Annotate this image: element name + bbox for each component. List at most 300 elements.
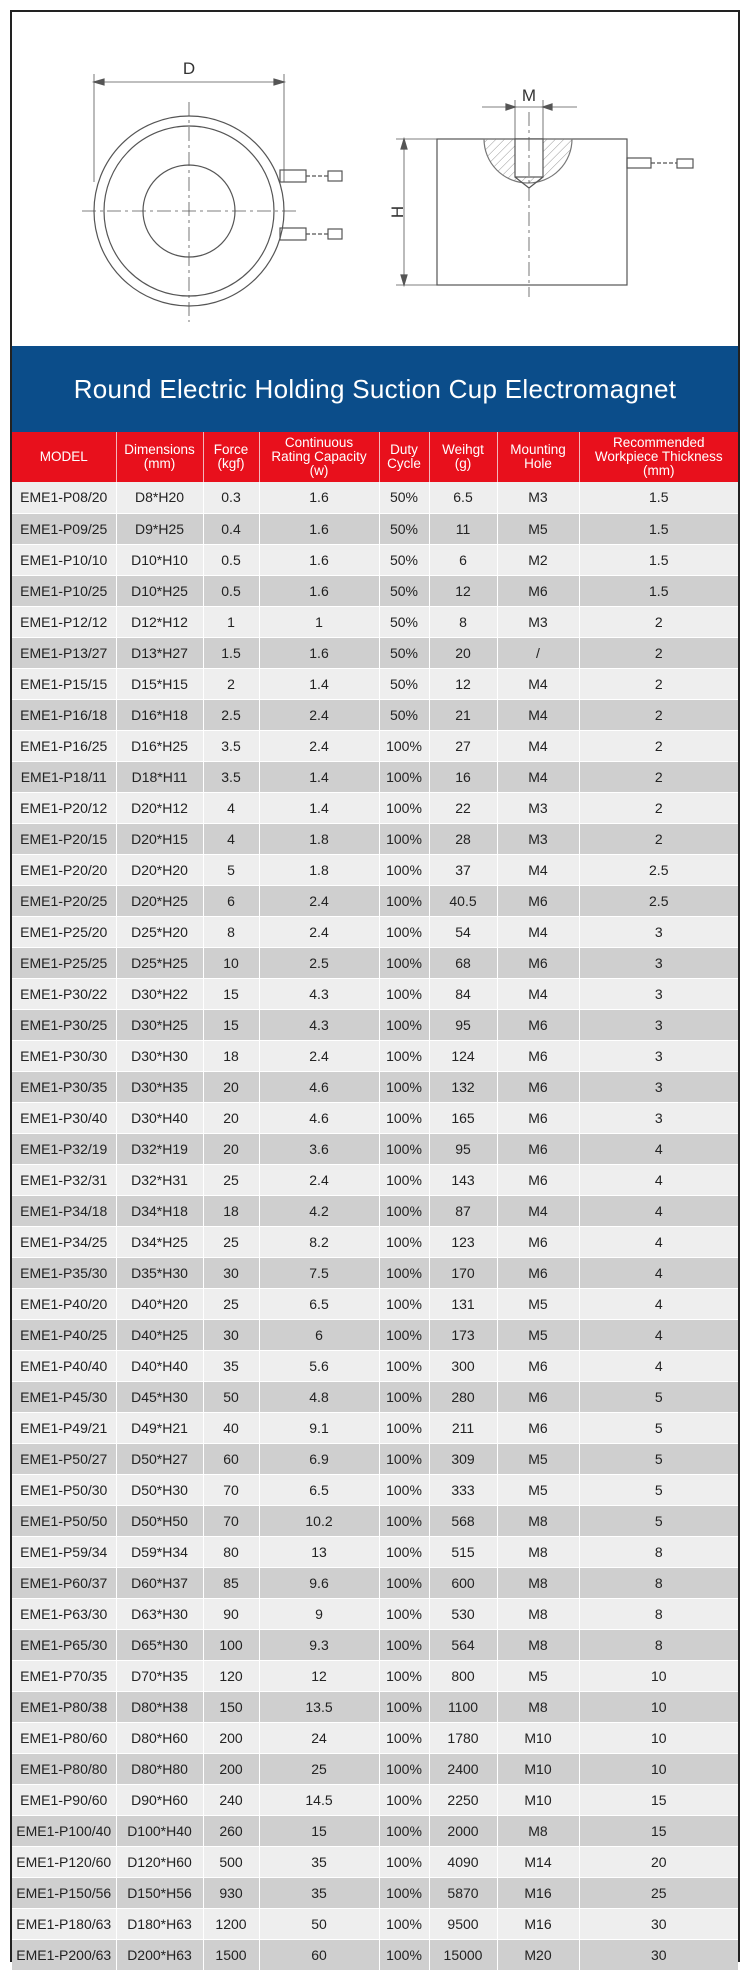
cell-model: EME1-P45/30 <box>12 1381 116 1412</box>
cell-weight: 132 <box>429 1071 497 1102</box>
table-row <box>12 1288 738 1319</box>
table-row <box>12 482 738 513</box>
cell-duty-cycle: 100% <box>379 1505 429 1536</box>
cell-dimensions: D65*H30 <box>116 1629 203 1660</box>
cell-dimensions: D60*H37 <box>116 1567 203 1598</box>
cell-mounting-hole: M6 <box>497 947 579 978</box>
cell-workpiece-thickness: 1.5 <box>579 513 738 544</box>
cell-rating-capacity: 14.5 <box>259 1784 379 1815</box>
cell-duty-cycle: 100% <box>379 1040 429 1071</box>
cell-model: EME1-P59/34 <box>12 1536 116 1567</box>
cell-mounting-hole: M2 <box>497 544 579 575</box>
cell-workpiece-thickness: 4 <box>579 1257 738 1288</box>
cell-model: EME1-P120/60 <box>12 1846 116 1877</box>
title-banner <box>12 346 738 432</box>
column-header-mounting-hole <box>497 432 579 482</box>
cell-weight: 2400 <box>429 1753 497 1784</box>
cell-duty-cycle: 100% <box>379 1753 429 1784</box>
header-line: Hole <box>524 456 552 471</box>
spec-table <box>12 432 738 1971</box>
column-header-dimensions <box>116 432 203 482</box>
cell-rating-capacity: 9 <box>259 1598 379 1629</box>
cell-rating-capacity: 1 <box>259 606 379 637</box>
cell-duty-cycle: 50% <box>379 482 429 513</box>
table-row <box>12 1195 738 1226</box>
cell-rating-capacity: 12 <box>259 1660 379 1691</box>
cell-force: 0.3 <box>203 482 259 513</box>
header-line: Workpiece Thickness <box>594 449 723 464</box>
cell-dimensions: D30*H22 <box>116 978 203 1009</box>
header-line: Recommended <box>612 435 705 450</box>
cell-duty-cycle: 50% <box>379 575 429 606</box>
cell-weight: 124 <box>429 1040 497 1071</box>
cell-force: 25 <box>203 1288 259 1319</box>
cell-force: 0.4 <box>203 513 259 544</box>
cell-model: EME1-P63/30 <box>12 1598 116 1629</box>
cell-workpiece-thickness: 3 <box>579 947 738 978</box>
table-row <box>12 1319 738 1350</box>
cell-dimensions: D35*H30 <box>116 1257 203 1288</box>
table-row <box>12 1381 738 1412</box>
header-line: Rating Capacity <box>271 449 367 464</box>
cell-dimensions: D30*H25 <box>116 1009 203 1040</box>
cell-dimensions: D180*H63 <box>116 1908 203 1939</box>
cell-workpiece-thickness: 8 <box>579 1598 738 1629</box>
cell-model: EME1-P09/25 <box>12 513 116 544</box>
table-body <box>12 482 738 1970</box>
cell-mounting-hole: M5 <box>497 1660 579 1691</box>
cell-weight: 40.5 <box>429 885 497 916</box>
cell-weight: 16 <box>429 761 497 792</box>
cell-model: EME1-P12/12 <box>12 606 116 637</box>
cell-model: EME1-P32/31 <box>12 1164 116 1195</box>
table-row <box>12 1474 738 1505</box>
cell-mounting-hole: M4 <box>497 978 579 1009</box>
cell-mounting-hole: M6 <box>497 1381 579 1412</box>
cell-dimensions: D30*H35 <box>116 1071 203 1102</box>
header-line: Force <box>213 442 249 457</box>
cell-dimensions: D40*H25 <box>116 1319 203 1350</box>
cell-model: EME1-P15/15 <box>12 668 116 699</box>
cell-workpiece-thickness: 5 <box>579 1412 738 1443</box>
table-row <box>12 1071 738 1102</box>
cell-dimensions: D49*H21 <box>116 1412 203 1443</box>
cell-workpiece-thickness: 3 <box>579 916 738 947</box>
cell-workpiece-thickness: 4 <box>579 1288 738 1319</box>
cell-mounting-hole: M6 <box>497 1040 579 1071</box>
cell-workpiece-thickness: 4 <box>579 1133 738 1164</box>
table-row <box>12 637 738 668</box>
cell-mounting-hole: M8 <box>497 1505 579 1536</box>
cell-mounting-hole: M6 <box>497 1102 579 1133</box>
cell-mounting-hole: M8 <box>497 1629 579 1660</box>
spec-sheet <box>10 10 740 1962</box>
cell-rating-capacity: 6.5 <box>259 1474 379 1505</box>
cell-dimensions: D9*H25 <box>116 513 203 544</box>
cell-force: 1.5 <box>203 637 259 668</box>
cell-model: EME1-P80/60 <box>12 1722 116 1753</box>
cell-force: 500 <box>203 1846 259 1877</box>
cell-workpiece-thickness: 1.5 <box>579 575 738 606</box>
cell-dimensions: D30*H40 <box>116 1102 203 1133</box>
table-row <box>12 1164 738 1195</box>
cell-workpiece-thickness: 2 <box>579 823 738 854</box>
cell-duty-cycle: 100% <box>379 1319 429 1350</box>
cell-weight: 54 <box>429 916 497 947</box>
cell-workpiece-thickness: 4 <box>579 1164 738 1195</box>
cell-force: 70 <box>203 1474 259 1505</box>
cell-rating-capacity: 2.4 <box>259 1040 379 1071</box>
cell-weight: 530 <box>429 1598 497 1629</box>
cell-mounting-hole: M5 <box>497 1288 579 1319</box>
cell-rating-capacity: 1.4 <box>259 792 379 823</box>
cell-weight: 515 <box>429 1536 497 1567</box>
cell-weight: 800 <box>429 1660 497 1691</box>
cell-weight: 37 <box>429 854 497 885</box>
cell-duty-cycle: 100% <box>379 1102 429 1133</box>
cell-model: EME1-P10/10 <box>12 544 116 575</box>
cell-rating-capacity: 2.4 <box>259 730 379 761</box>
cell-model: EME1-P30/35 <box>12 1071 116 1102</box>
cell-mounting-hole: M3 <box>497 606 579 637</box>
table-row <box>12 761 738 792</box>
cell-weight: 309 <box>429 1443 497 1474</box>
cell-workpiece-thickness: 3 <box>579 1071 738 1102</box>
cell-weight: 20 <box>429 637 497 668</box>
cell-model: EME1-P50/27 <box>12 1443 116 1474</box>
table-row <box>12 1102 738 1133</box>
cell-model: EME1-P13/27 <box>12 637 116 668</box>
cell-dimensions: D13*H27 <box>116 637 203 668</box>
cell-rating-capacity: 5.6 <box>259 1350 379 1381</box>
cell-force: 40 <box>203 1412 259 1443</box>
table-row <box>12 1846 738 1877</box>
cell-rating-capacity: 2.4 <box>259 916 379 947</box>
cell-dimensions: D34*H25 <box>116 1226 203 1257</box>
cell-weight: 68 <box>429 947 497 978</box>
cell-model: EME1-P90/60 <box>12 1784 116 1815</box>
column-header-rating-capacity <box>259 432 379 482</box>
header-line: Duty <box>390 442 418 457</box>
cell-rating-capacity: 50 <box>259 1908 379 1939</box>
cell-dimensions: D15*H15 <box>116 668 203 699</box>
header-line: (w) <box>309 463 329 478</box>
table-row <box>12 978 738 1009</box>
cell-duty-cycle: 100% <box>379 792 429 823</box>
cell-weight: 95 <box>429 1133 497 1164</box>
cell-mounting-hole: M4 <box>497 854 579 885</box>
cell-model: EME1-P100/40 <box>12 1815 116 1846</box>
cell-weight: 1780 <box>429 1722 497 1753</box>
cell-weight: 170 <box>429 1257 497 1288</box>
cell-mounting-hole: M16 <box>497 1877 579 1908</box>
cell-weight: 165 <box>429 1102 497 1133</box>
cell-weight: 568 <box>429 1505 497 1536</box>
cell-force: 15 <box>203 1009 259 1040</box>
cell-dimensions: D32*H19 <box>116 1133 203 1164</box>
cell-workpiece-thickness: 8 <box>579 1629 738 1660</box>
cell-weight: 87 <box>429 1195 497 1226</box>
cell-duty-cycle: 100% <box>379 1288 429 1319</box>
cell-duty-cycle: 100% <box>379 1939 429 1970</box>
cell-force: 90 <box>203 1598 259 1629</box>
cell-duty-cycle: 100% <box>379 1195 429 1226</box>
table-row <box>12 1443 738 1474</box>
cell-workpiece-thickness: 2 <box>579 606 738 637</box>
cell-model: EME1-P32/19 <box>12 1133 116 1164</box>
cell-dimensions: D50*H30 <box>116 1474 203 1505</box>
cell-workpiece-thickness: 5 <box>579 1381 738 1412</box>
cell-force: 20 <box>203 1102 259 1133</box>
cell-force: 30 <box>203 1257 259 1288</box>
cell-rating-capacity: 35 <box>259 1846 379 1877</box>
cell-weight: 123 <box>429 1226 497 1257</box>
cell-duty-cycle: 100% <box>379 1598 429 1629</box>
cell-rating-capacity: 10.2 <box>259 1505 379 1536</box>
cell-model: EME1-P49/21 <box>12 1412 116 1443</box>
cell-dimensions: D63*H30 <box>116 1598 203 1629</box>
cell-dimensions: D10*H25 <box>116 575 203 606</box>
cell-rating-capacity: 4.2 <box>259 1195 379 1226</box>
cell-mounting-hole: M6 <box>497 1412 579 1443</box>
cell-dimensions: D50*H50 <box>116 1505 203 1536</box>
cell-mounting-hole: M5 <box>497 513 579 544</box>
table-row <box>12 1350 738 1381</box>
cell-duty-cycle: 100% <box>379 1381 429 1412</box>
cell-force: 25 <box>203 1164 259 1195</box>
cell-workpiece-thickness: 2 <box>579 730 738 761</box>
cell-duty-cycle: 100% <box>379 1536 429 1567</box>
table-row <box>12 1629 738 1660</box>
cell-mounting-hole: M8 <box>497 1598 579 1629</box>
cell-model: EME1-P18/11 <box>12 761 116 792</box>
drawing-svg <box>12 12 738 342</box>
cell-rating-capacity: 3.6 <box>259 1133 379 1164</box>
cell-model: EME1-P180/63 <box>12 1908 116 1939</box>
cell-rating-capacity: 4.6 <box>259 1071 379 1102</box>
cell-duty-cycle: 100% <box>379 1350 429 1381</box>
cell-dimensions: D120*H60 <box>116 1846 203 1877</box>
cell-model: EME1-P20/20 <box>12 854 116 885</box>
cell-dimensions: D20*H25 <box>116 885 203 916</box>
table-row <box>12 668 738 699</box>
table-row <box>12 1567 738 1598</box>
cell-mounting-hole: M6 <box>497 1133 579 1164</box>
cell-force: 1 <box>203 606 259 637</box>
table-row <box>12 1598 738 1629</box>
cell-model: EME1-P25/20 <box>12 916 116 947</box>
header-line: (mm) <box>143 456 176 471</box>
cell-rating-capacity: 4.6 <box>259 1102 379 1133</box>
cell-dimensions: D20*H12 <box>116 792 203 823</box>
cell-dimensions: D80*H38 <box>116 1691 203 1722</box>
cell-duty-cycle: 100% <box>379 885 429 916</box>
header-line: Cycle <box>387 456 421 471</box>
cell-workpiece-thickness: 2 <box>579 792 738 823</box>
cell-force: 200 <box>203 1722 259 1753</box>
cell-mounting-hole: M3 <box>497 482 579 513</box>
cell-duty-cycle: 100% <box>379 730 429 761</box>
cell-force: 20 <box>203 1133 259 1164</box>
cell-force: 30 <box>203 1319 259 1350</box>
cell-mounting-hole: M4 <box>497 1195 579 1226</box>
cell-model: EME1-P150/56 <box>12 1877 116 1908</box>
table-row <box>12 1815 738 1846</box>
cell-mounting-hole: M4 <box>497 699 579 730</box>
cell-dimensions: D20*H15 <box>116 823 203 854</box>
cell-model: EME1-P200/63 <box>12 1939 116 1970</box>
cell-weight: 2000 <box>429 1815 497 1846</box>
cell-weight: 84 <box>429 978 497 1009</box>
cell-duty-cycle: 100% <box>379 1660 429 1691</box>
cell-duty-cycle: 50% <box>379 668 429 699</box>
cell-model: EME1-P80/38 <box>12 1691 116 1722</box>
cell-force: 0.5 <box>203 575 259 606</box>
cell-weight: 22 <box>429 792 497 823</box>
table-row <box>12 1133 738 1164</box>
cell-workpiece-thickness: 2.5 <box>579 854 738 885</box>
table-row <box>12 1257 738 1288</box>
cell-force: 35 <box>203 1350 259 1381</box>
cell-mounting-hole: M14 <box>497 1846 579 1877</box>
cell-force: 240 <box>203 1784 259 1815</box>
cell-weight: 27 <box>429 730 497 761</box>
cell-duty-cycle: 100% <box>379 1722 429 1753</box>
top-view <box>82 74 342 322</box>
table-row <box>12 792 738 823</box>
cell-weight: 4090 <box>429 1846 497 1877</box>
cell-workpiece-thickness: 5 <box>579 1443 738 1474</box>
cell-workpiece-thickness: 2 <box>579 761 738 792</box>
cell-rating-capacity: 1.4 <box>259 761 379 792</box>
cell-mounting-hole: M6 <box>497 575 579 606</box>
cell-rating-capacity: 2.4 <box>259 1164 379 1195</box>
cell-weight: 12 <box>429 668 497 699</box>
page-title: Round Electric Holding Suction Cup Electromagnet <box>73 373 677 404</box>
cell-force: 1200 <box>203 1908 259 1939</box>
cell-force: 3.5 <box>203 761 259 792</box>
table-row <box>12 1660 738 1691</box>
cell-duty-cycle: 100% <box>379 1443 429 1474</box>
table-row <box>12 513 738 544</box>
cell-mounting-hole: M4 <box>497 761 579 792</box>
cell-duty-cycle: 100% <box>379 1226 429 1257</box>
cell-duty-cycle: 100% <box>379 1474 429 1505</box>
table-row <box>12 730 738 761</box>
cell-duty-cycle: 100% <box>379 978 429 1009</box>
cell-mounting-hole: M6 <box>497 1009 579 1040</box>
cell-model: EME1-P30/25 <box>12 1009 116 1040</box>
cell-workpiece-thickness: 8 <box>579 1567 738 1598</box>
cell-duty-cycle: 50% <box>379 544 429 575</box>
cell-workpiece-thickness: 1.5 <box>579 544 738 575</box>
cell-rating-capacity: 1.4 <box>259 668 379 699</box>
cell-workpiece-thickness: 1.5 <box>579 482 738 513</box>
table-row <box>12 1753 738 1784</box>
cell-model: EME1-P35/30 <box>12 1257 116 1288</box>
cell-weight: 6.5 <box>429 482 497 513</box>
cell-dimensions: D12*H12 <box>116 606 203 637</box>
cell-duty-cycle: 50% <box>379 513 429 544</box>
cell-rating-capacity: 60 <box>259 1939 379 1970</box>
cell-weight: 143 <box>429 1164 497 1195</box>
header-line: (kgf) <box>217 456 245 471</box>
table-row <box>12 575 738 606</box>
cell-mounting-hole: M8 <box>497 1536 579 1567</box>
header-line: Continuous <box>284 435 354 450</box>
table-row <box>12 916 738 947</box>
cell-dimensions: D90*H60 <box>116 1784 203 1815</box>
cell-rating-capacity: 6.9 <box>259 1443 379 1474</box>
cell-dimensions: D80*H60 <box>116 1722 203 1753</box>
cell-workpiece-thickness: 2 <box>579 637 738 668</box>
table-row <box>12 947 738 978</box>
cell-dimensions: D50*H27 <box>116 1443 203 1474</box>
cell-duty-cycle: 100% <box>379 1815 429 1846</box>
cell-model: EME1-P50/30 <box>12 1474 116 1505</box>
cell-rating-capacity: 4.3 <box>259 978 379 1009</box>
cell-mounting-hole: M5 <box>497 1443 579 1474</box>
cell-dimensions: D40*H20 <box>116 1288 203 1319</box>
cell-mounting-hole: M8 <box>497 1815 579 1846</box>
cell-duty-cycle: 100% <box>379 761 429 792</box>
cell-mounting-hole: M3 <box>497 792 579 823</box>
table-row <box>12 1784 738 1815</box>
cell-duty-cycle: 100% <box>379 916 429 947</box>
table-row <box>12 1536 738 1567</box>
table-row <box>12 1939 738 1970</box>
cell-force: 260 <box>203 1815 259 1846</box>
table-row <box>12 606 738 637</box>
cell-force: 60 <box>203 1443 259 1474</box>
cell-weight: 11 <box>429 513 497 544</box>
cell-duty-cycle: 50% <box>379 606 429 637</box>
cell-dimensions: D20*H20 <box>116 854 203 885</box>
table-row <box>12 699 738 730</box>
dim-m-label: M <box>521 86 537 105</box>
table-row <box>12 1412 738 1443</box>
cell-force: 1500 <box>203 1939 259 1970</box>
cell-rating-capacity: 24 <box>259 1722 379 1753</box>
cell-weight: 28 <box>429 823 497 854</box>
cell-workpiece-thickness: 10 <box>579 1753 738 1784</box>
table-header-row <box>12 432 738 482</box>
cell-mounting-hole: M8 <box>497 1567 579 1598</box>
cell-model: EME1-P60/37 <box>12 1567 116 1598</box>
cell-rating-capacity: 13.5 <box>259 1691 379 1722</box>
cell-workpiece-thickness: 15 <box>579 1815 738 1846</box>
cell-rating-capacity: 1.6 <box>259 513 379 544</box>
cell-force: 5 <box>203 854 259 885</box>
cell-rating-capacity: 1.8 <box>259 823 379 854</box>
cell-duty-cycle: 100% <box>379 1908 429 1939</box>
cell-workpiece-thickness: 10 <box>579 1660 738 1691</box>
cell-mounting-hole: M6 <box>497 1257 579 1288</box>
cell-force: 2 <box>203 668 259 699</box>
cell-force: 150 <box>203 1691 259 1722</box>
cell-rating-capacity: 1.8 <box>259 854 379 885</box>
cell-model: EME1-P40/20 <box>12 1288 116 1319</box>
cell-workpiece-thickness: 3 <box>579 1102 738 1133</box>
cell-workpiece-thickness: 15 <box>579 1784 738 1815</box>
dim-h-label: H <box>388 205 407 219</box>
cell-duty-cycle: 100% <box>379 1071 429 1102</box>
cell-weight: 8 <box>429 606 497 637</box>
cell-duty-cycle: 100% <box>379 1164 429 1195</box>
cell-workpiece-thickness: 2.5 <box>579 885 738 916</box>
cell-mounting-hole: M20 <box>497 1939 579 1970</box>
cell-dimensions: D10*H10 <box>116 544 203 575</box>
